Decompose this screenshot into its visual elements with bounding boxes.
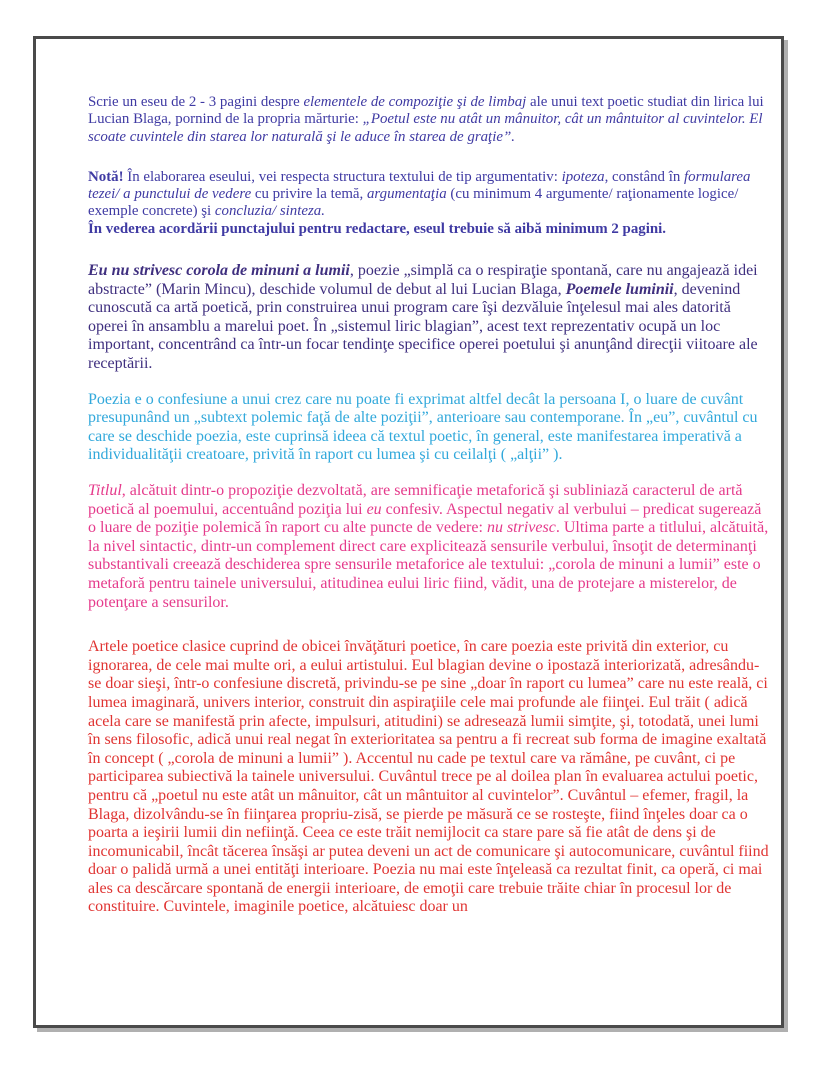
essay-content xyxy=(88,94,772,917)
note-paragraph: Notă! În elaborarea eseului, vei respecta structura textului de tip argumentativ: ipoteza, constând în formularea tezei/ a punctului de vedere cu privire la temă, argumentaţia (cu minimum 4 argumente/ raţionamente logice/ exemple concrete) şi concluzia/ sinteza. xyxy=(88,168,751,220)
note-bold-line: În vederea acordării punctajului pentru redactare, eseul trebuie să aibă minimum 2 pagini. xyxy=(88,220,666,237)
intro-paragraph: Eu nu strivesc corola de minuni a lumii, poezie „simplă ca o respiraţie spontană, care nu angajează idei abstracte” (Marin Mincu), deschide volumul de debut al lui Lucian Blaga, Poemele luminii, devenind cunoscută ca artă poetică, prin construirea unui program care îşi dezvăluie înţelesul mai ales datorită operei în ansamblu a marelui poet. În „sistemul liric blagian”, acest text reprezentativ ocupă un loc important, concentrând ca într-un focar tendinţe specifice operei poetului şi anunţând direcţii viitoare ale receptării. xyxy=(88,262,758,373)
page-border-frame xyxy=(33,36,784,1028)
poetics-paragraph: Artele poetice clasice cuprind de obicei învăţături poetice, în care poezia este privită din exterior, cu ignorarea, de cele mai multe ori, a eului artistului. Eul blagian devine o ipostază interiorizată, adresându-se doar sieşi, într-o confesiune discretă, privindu-se pe sine „doar în raport cu lumea” care nu este reală, ci lumea imaginară, univers interior, construit din aspiraţiile cele mai profunde ale fiinţei. Eul trăit ( adică acela care se manifestă prin afecte, impulsuri, atitudini) se adresează lumii simţite, şi, totodată, unei lumi în sens filosofic, adică unui real negat în exterioritatea sa pentru a fi recreat sub forma de imagine exaltată în concept ( „corola de minuni a lumii” ). Accentul nu cade pe textul care va rămâne, pe cuvânt, ci pe participarea subiectivă la tainele universului. Cuvântul trece pe al doilea plan în evaluarea actului poetic, pentru că „poetul nu este atât un mânuitor, cât un mântuitor al cuvintelor”. Cuvântul – efemer, fragil, la Blaga, dizolvându-se în fiinţarea propriu-zisă, se pierde pe măsură ce se rosteşte, fiind înţeles doar ca o poarta a ieşirii lumii din nefiinţă. Ceea ce este trăit nemijlocit ca stare pare să fie atât de dens şi de incomunicabil, încât tăcerea însăşi ar putea deveni un act de comunicare şi autocomunicare, cuvântul fiind doar o palidă urmă a unei entităţi interioare. Poezia nu mai este înţeleasă ca rezultat finit, ca operă, ci mai ales ca descărcare spontană de energii interioare, de emoţii care trebuie trăite chiar în procesul lor de constituire. Cuvintele, imaginile poetice, alcătuiesc doar un xyxy=(88,638,769,916)
confession-paragraph: Poezia e o confesiune a unui crez care nu poate fi exprimat altfel decât la persoana I, o luare de cuvânt presupunând un „subtext polemic faţă de alte poziţii”, anterioare sau contemporane. În „eu”, cuvântul cu care se deschide poezia, este cuprinsă ideea că textul poetic, în general, este manifestarea imperativă a individualităţii creatoare, privită în raport cu lumea şi cu ceilalţi ( „alţii” ). xyxy=(88,390,758,464)
task-instruction-paragraph: Scrie un eseu de 2 - 3 pagini despre elementele de compoziţie şi de limbaj ale unui text poetic studiat din lirica lui Lucian Blaga, pornind de la propria mărturie: „Poetul este nu atât un mânuitor, cât un mântuitor al cuvintelor. El scoate cuvintele din starea lor naturală şi le aduce în starea de graţie”. xyxy=(88,94,764,145)
title-analysis-paragraph: Titlul, alcătuit dintr-o propoziţie dezvoltată, are semnificaţie metaforică şi subliniază caracterul de artă poetică al poemului, accentuând poziţia lui eu confesiv. Aspectul negativ al verbului – predicat sugerează o luare de poziţie polemică în raport cu alte puncte de vedere: nu strivesc. Ultima parte a titlului, alcătuită, la nivel sintactic, dintr-un complement direct care explicitează sensurile verbului, însoţit de determinanţi substantivali creează deschiderea spre sensurile metaforice ale textului: „corola de minuni a lumii” este o metaforă pentru tainele universului, atitudinea eului liric fiind, vădit, una de protejare a misterelor, de potenţare a sensurilor. xyxy=(88,482,769,611)
